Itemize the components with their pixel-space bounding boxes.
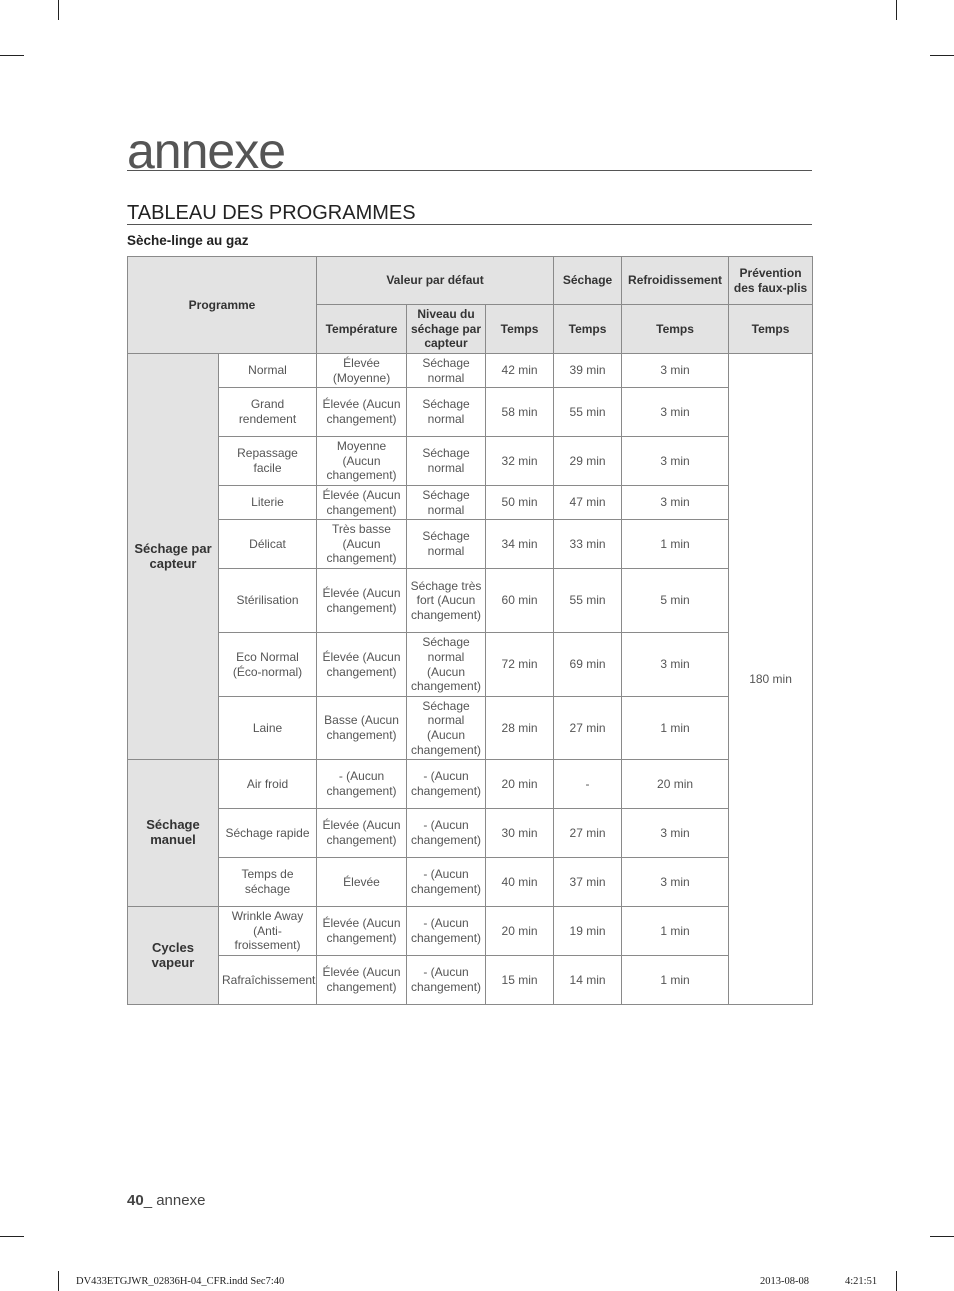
sechage-cell: 37 min	[554, 858, 622, 907]
refroidissement-cell: 3 min	[622, 633, 729, 697]
programme-name: Air froid	[219, 760, 317, 809]
crop-mark	[0, 55, 24, 56]
niveau-cell: Séchage très fort (Aucun changement)	[407, 569, 486, 633]
refroidissement-cell: 1 min	[622, 520, 729, 569]
temps-cell: 72 min	[486, 633, 554, 697]
temperature-cell: Élevée (Aucun changement)	[317, 633, 407, 697]
niveau-cell: Séchage normal	[407, 388, 486, 437]
refroidissement-cell: 5 min	[622, 569, 729, 633]
temperature-cell: Moyenne (Aucun changement)	[317, 437, 407, 486]
programme-name: Rafraîchissement	[219, 956, 317, 1005]
sechage-cell: 19 min	[554, 907, 622, 956]
group-label: Cycles vapeur	[128, 907, 219, 1005]
header-valeur-defaut: Valeur par défaut	[317, 257, 554, 305]
crop-mark	[58, 0, 59, 20]
programme-name: Temps de séchage	[219, 858, 317, 907]
prevention-cell: 180 min	[729, 354, 813, 1005]
file-info: DV433ETGJWR_02836H-04_CFR.indd Sec7:40	[76, 1276, 285, 1287]
programme-name: Repassage facile	[219, 437, 317, 486]
table-row	[128, 697, 813, 760]
header-temps: Temps	[622, 305, 729, 354]
sechage-cell: 47 min	[554, 486, 622, 520]
header-sechage: Séchage	[554, 257, 622, 305]
programme-name: Laine	[219, 697, 317, 760]
table-row	[128, 633, 813, 697]
niveau-cell: - (Aucun changement)	[407, 760, 486, 809]
niveau-cell: - (Aucun changement)	[407, 809, 486, 858]
refroidissement-cell: 3 min	[622, 809, 729, 858]
table-row	[128, 956, 813, 1005]
temps-cell: 60 min	[486, 569, 554, 633]
chapter-header	[127, 118, 812, 179]
temps-cell: 42 min	[486, 354, 554, 388]
temps-cell: 28 min	[486, 697, 554, 760]
programme-name: Normal	[219, 354, 317, 388]
group-label: Séchage par capteur	[128, 354, 219, 760]
group-label: Séchage manuel	[128, 760, 219, 907]
niveau-cell: Séchage normal	[407, 437, 486, 486]
temperature-cell: Élevée (Moyenne)	[317, 354, 407, 388]
niveau-cell: - (Aucun changement)	[407, 858, 486, 907]
programme-table	[127, 256, 813, 1005]
crop-mark	[930, 55, 954, 56]
table-row	[128, 437, 813, 486]
sechage-cell: 55 min	[554, 388, 622, 437]
table-row	[128, 486, 813, 520]
temps-cell: 34 min	[486, 520, 554, 569]
temperature-cell: Basse (Aucun changement)	[317, 697, 407, 760]
refroidissement-cell: 20 min	[622, 760, 729, 809]
sechage-cell: 55 min	[554, 569, 622, 633]
refroidissement-cell: 3 min	[622, 388, 729, 437]
file-time: 4:21:51	[845, 1276, 878, 1287]
niveau-cell: Séchage normal	[407, 486, 486, 520]
table-row	[128, 760, 813, 809]
table-row	[128, 388, 813, 437]
refroidissement-cell: 3 min	[622, 858, 729, 907]
refroidissement-cell: 3 min	[622, 437, 729, 486]
temperature-cell: Élevée (Aucun changement)	[317, 569, 407, 633]
niveau-cell: Séchage normal	[407, 354, 486, 388]
programme-name: Literie	[219, 486, 317, 520]
header-temps: Temps	[729, 305, 813, 354]
refroidissement-cell: 1 min	[622, 907, 729, 956]
niveau-cell: Séchage normal	[407, 520, 486, 569]
temperature-cell: - (Aucun changement)	[317, 760, 407, 809]
temps-cell: 20 min	[486, 907, 554, 956]
temps-cell: 32 min	[486, 437, 554, 486]
table-row	[128, 858, 813, 907]
file-date: 2013-08-08	[760, 1276, 809, 1287]
temperature-cell: Élevée (Aucun changement)	[317, 486, 407, 520]
niveau-cell: Séchage normal (Aucun changement)	[407, 697, 486, 760]
temperature-cell: Élevée (Aucun changement)	[317, 388, 407, 437]
header-temperature: Température	[317, 305, 407, 354]
table-row	[128, 354, 813, 388]
refroidissement-cell: 3 min	[622, 486, 729, 520]
programme-name: Eco Normal (Éco-normal)	[219, 633, 317, 697]
sechage-cell: 29 min	[554, 437, 622, 486]
page-footer	[127, 1192, 205, 1209]
crop-mark	[58, 1271, 59, 1291]
header-refroidissement: Refroidissement	[622, 257, 729, 305]
sechage-cell: 27 min	[554, 697, 622, 760]
temperature-cell: Élevée (Aucun changement)	[317, 907, 407, 956]
header-prevention: Prévention des faux-plis	[729, 257, 813, 305]
header-niveau: Niveau du séchage par capteur	[407, 305, 486, 354]
header-temps: Temps	[486, 305, 554, 354]
refroidissement-cell: 3 min	[622, 354, 729, 388]
crop-mark	[896, 0, 897, 20]
table-body	[128, 354, 813, 1005]
table-row	[128, 809, 813, 858]
sechage-cell: 69 min	[554, 633, 622, 697]
sechage-cell: -	[554, 760, 622, 809]
niveau-cell: - (Aucun changement)	[407, 956, 486, 1005]
programme-name: Stérilisation	[219, 569, 317, 633]
temperature-cell: Élevée	[317, 858, 407, 907]
section-title: TABLEAU DES PROGRAMMES	[127, 202, 416, 224]
programme-name: Délicat	[219, 520, 317, 569]
niveau-cell: Séchage normal (Aucun changement)	[407, 633, 486, 697]
refroidissement-cell: 1 min	[622, 956, 729, 1005]
programme-name: Grand rendement	[219, 388, 317, 437]
sechage-cell: 27 min	[554, 809, 622, 858]
header-temps: Temps	[554, 305, 622, 354]
temps-cell: 58 min	[486, 388, 554, 437]
sechage-cell: 14 min	[554, 956, 622, 1005]
crop-mark	[930, 1236, 954, 1237]
temps-cell: 50 min	[486, 486, 554, 520]
page-number: 40	[127, 1192, 144, 1209]
subsection-title: Sèche-linge au gaz	[127, 233, 249, 248]
section-header	[127, 199, 812, 225]
programme-name: Wrinkle Away (Anti-froissement)	[219, 907, 317, 956]
temps-cell: 40 min	[486, 858, 554, 907]
table-row	[128, 520, 813, 569]
chapter-title: annexe	[127, 123, 286, 179]
temps-cell: 30 min	[486, 809, 554, 858]
crop-mark	[896, 1271, 897, 1291]
temps-cell: 15 min	[486, 956, 554, 1005]
table-row	[128, 907, 813, 956]
programme-name: Séchage rapide	[219, 809, 317, 858]
refroidissement-cell: 1 min	[622, 697, 729, 760]
crop-mark	[0, 1236, 24, 1237]
niveau-cell: - (Aucun changement)	[407, 907, 486, 956]
table-row	[128, 569, 813, 633]
temperature-cell: Élevée (Aucun changement)	[317, 809, 407, 858]
sechage-cell: 39 min	[554, 354, 622, 388]
page-label: _ annexe	[143, 1192, 206, 1209]
temperature-cell: Élevée (Aucun changement)	[317, 956, 407, 1005]
header-programme: Programme	[128, 257, 317, 354]
temps-cell: 20 min	[486, 760, 554, 809]
sechage-cell: 33 min	[554, 520, 622, 569]
temperature-cell: Très basse (Aucun changement)	[317, 520, 407, 569]
